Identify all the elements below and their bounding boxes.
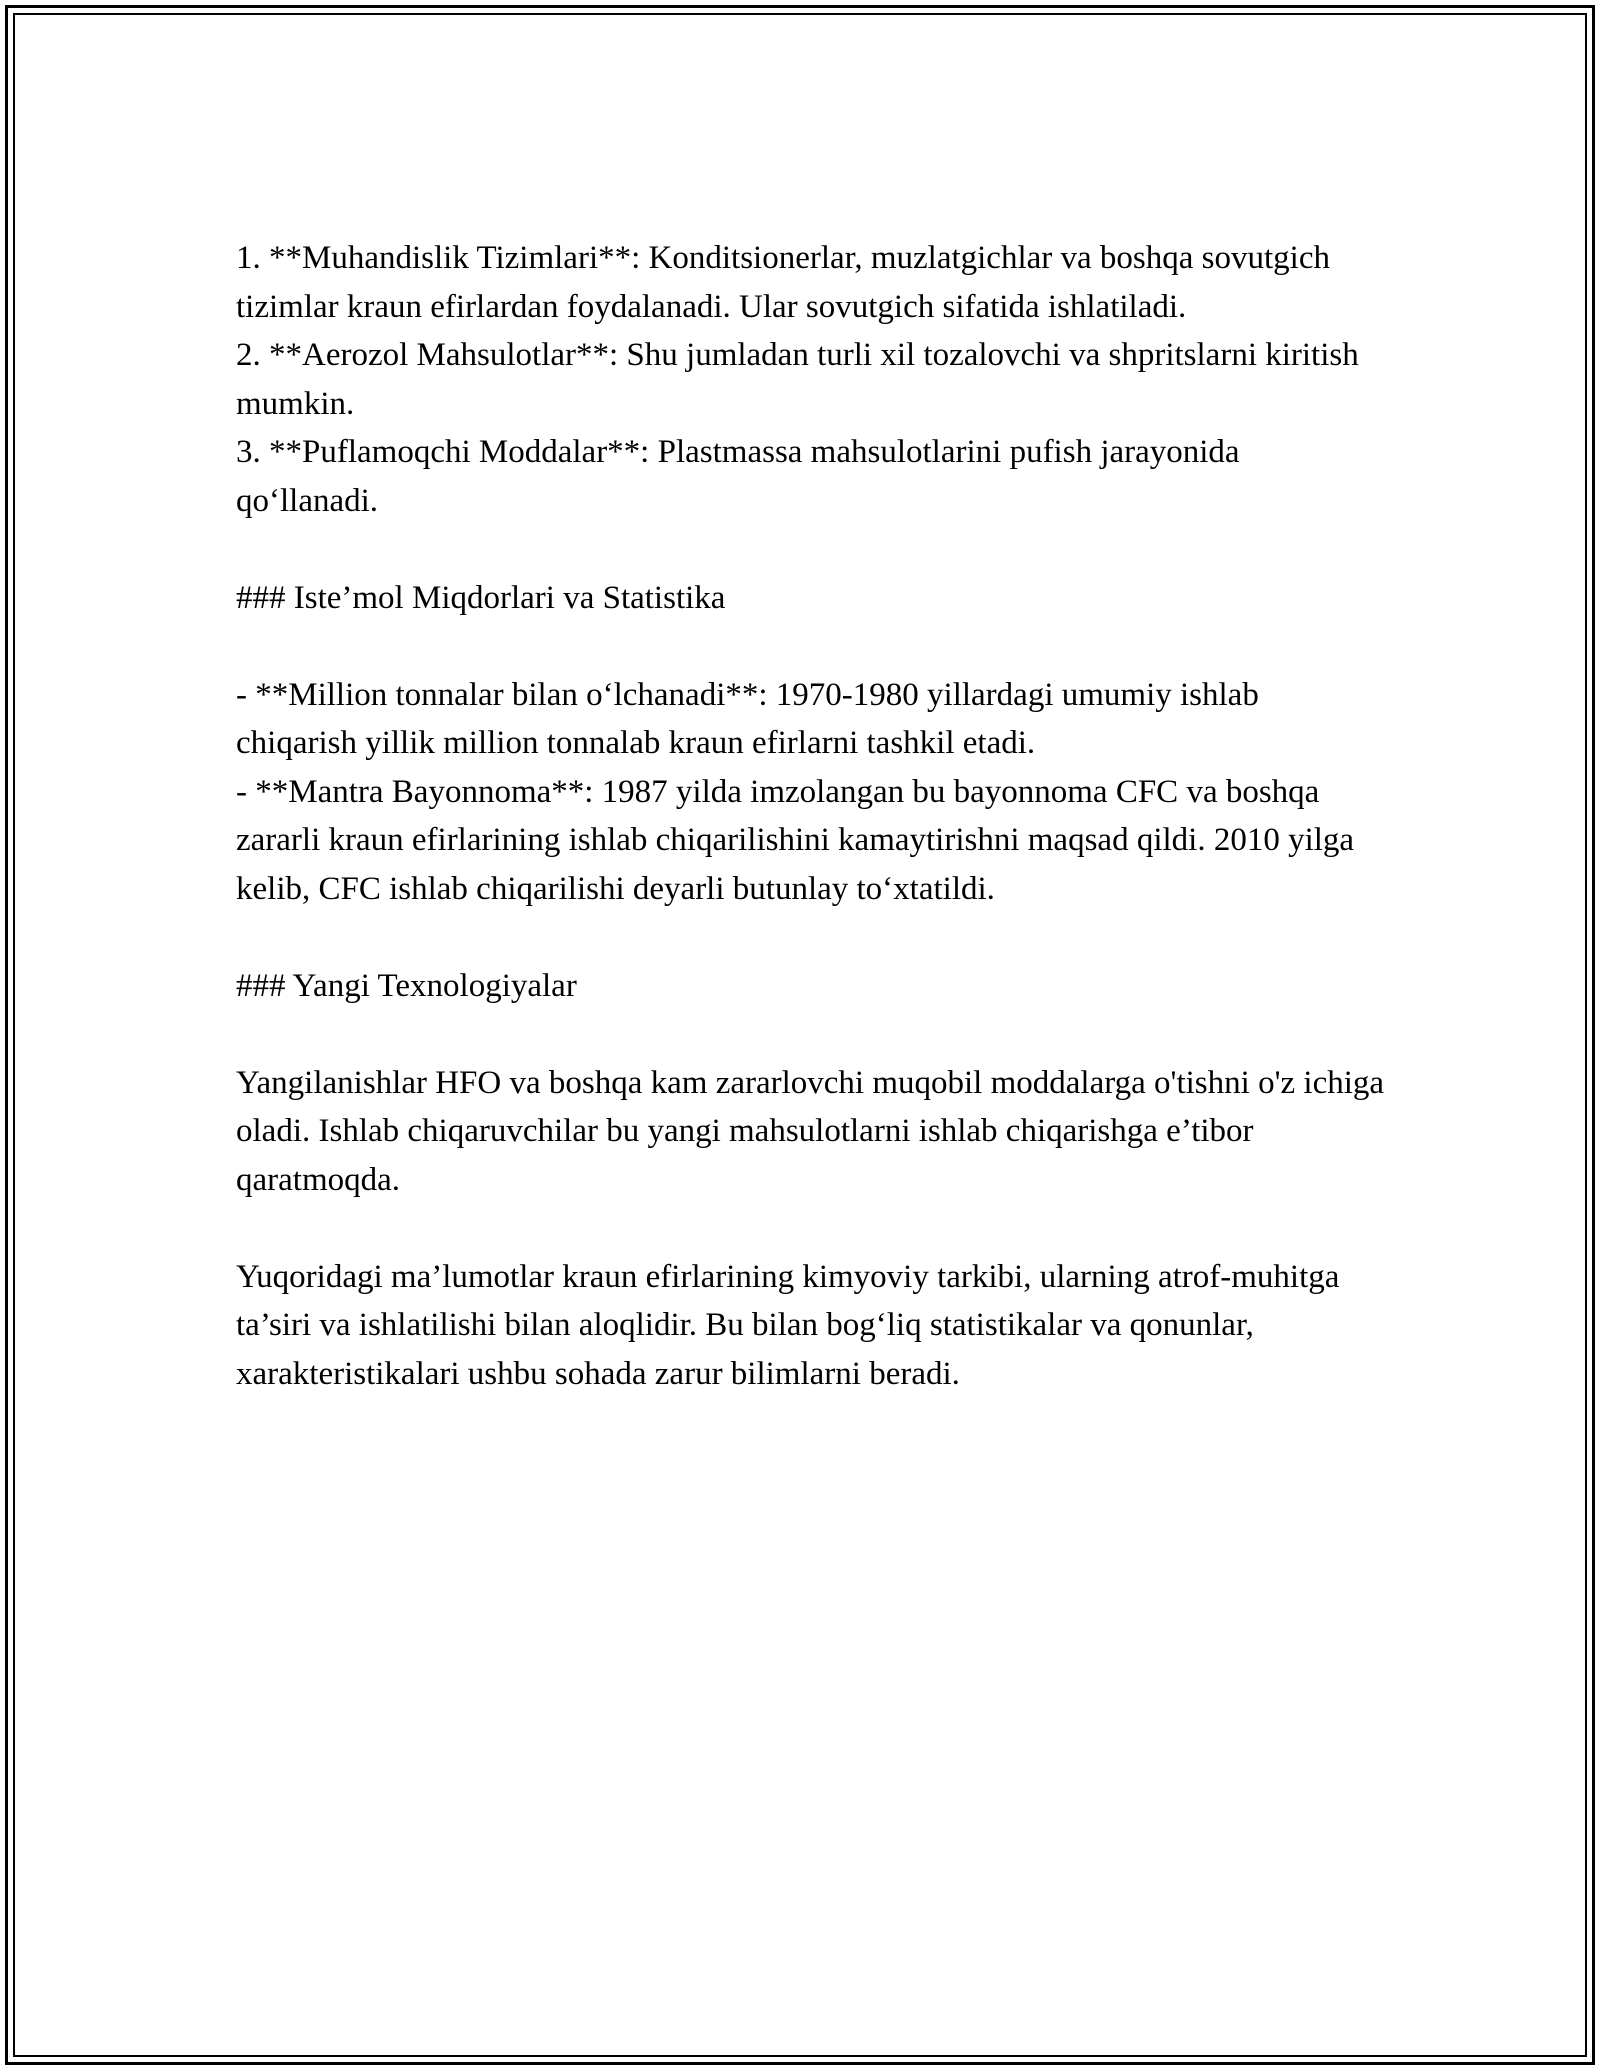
list-item-aerosol-products: 2. **Aerozol Mahsulotlar**: Shu jumladan turli xil tozalovchi va shpritslarni kiritish mumkin. bbox=[236, 337, 1359, 422]
paragraph-new-technologies: Yangilanishlar HFO va boshqa kam zararlovchi muqobil moddalarga o'tishni o'z ichiga oladi. Ishlab chiqaruvchilar bu yangi mahsulotlarni ishlab chiqarishga e’tibor qaratmoqda. bbox=[236, 1064, 1385, 1198]
document-body bbox=[236, 234, 1386, 1398]
paragraph-gap bbox=[236, 525, 1386, 574]
list-item-blowing-agents: 3. **Puflamoqchi Moddalar**: Plastmassa mahsulotlarini pufish jarayonida qo‘llanadi. bbox=[236, 434, 1240, 519]
paragraph-gap bbox=[236, 1204, 1386, 1253]
heading-new-technologies: ### Yangi Texnologiyalar bbox=[236, 967, 577, 1004]
paragraph-gap bbox=[236, 622, 1386, 671]
paragraph-summary: Yuqoridagi ma’lumotlar kraun efirlarining kimyoviy tarkibi, ularning atrof-muhitga ta’siri va ishlatilishi bilan aloqlidir. Bu bilan bog‘liq statistikalar va qonunlar, xarakteristikalari ushbu sohada zarur bilimlarni beradi. bbox=[236, 1258, 1340, 1392]
list-item-engineering-systems: 1. **Muhandislik Tizimlari**: Konditsionerlar, muzlatgichlar va boshqa sovutgich tizimlar kraun efirlardan foydalanadi. Ular sovutgich sifatida ishlatiladi. bbox=[236, 240, 1330, 325]
paragraph-gap bbox=[236, 913, 1386, 962]
bullet-million-tonnes: - **Million tonnalar bilan o‘lchanadi**: 1970-1980 yillardagi umumiy ishlab chiqarish yillik million tonnalab kraun efirlarni tashkil etadi. bbox=[236, 676, 1259, 761]
bullet-mantra-protocol: - **Mantra Bayonnoma**: 1987 yilda imzolangan bu bayonnoma CFC va boshqa zararli kraun efirlarining ishlab chiqarilishini kamaytirishni maqsad qildi. 2010 yilga kelib, CFC ishlab chiqarilishi deyarli butunlay to‘xtatildi. bbox=[236, 773, 1355, 907]
paragraph-gap bbox=[236, 1010, 1386, 1059]
heading-consumption-statistics: ### Iste’mol Miqdorlari va Statistika bbox=[236, 579, 726, 616]
